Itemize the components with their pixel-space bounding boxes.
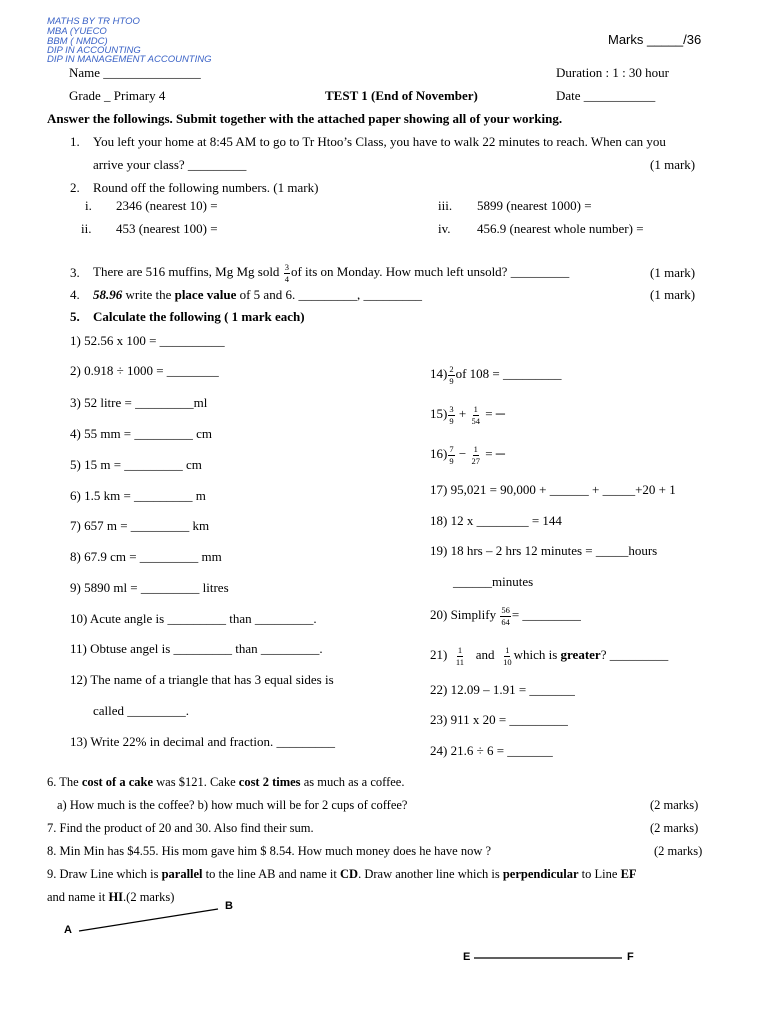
q4-bold: place value — [174, 287, 237, 302]
calc-16-op: − — [458, 446, 467, 461]
calc-16-f2-den: 27 — [471, 455, 480, 466]
q9-l2b: .(2 marks) — [123, 890, 175, 904]
calc-item-12: 12) The name of a triangle that has 3 equal sides is — [70, 672, 334, 687]
q9-t3: . Draw another line which is — [358, 867, 503, 881]
q2-text: Round off the following numbers. (1 mark) — [93, 180, 319, 195]
calc-16-f1-num: 7 — [449, 444, 454, 455]
calc-21-f1-num: 1 — [457, 645, 463, 656]
calc-21-and: and — [475, 647, 495, 662]
calc-15-f1-num: 3 — [449, 404, 454, 415]
calc-16-f2-num: 1 — [473, 444, 478, 455]
q4-text-2: of 5 and 6. _________, _________ — [236, 287, 422, 302]
calc-20-label: 20) Simplify — [430, 607, 497, 622]
calc-14-label: 14) — [430, 366, 448, 381]
calc-20-post: = _________ — [511, 607, 581, 622]
date-field: Date ___________ — [556, 88, 656, 103]
q6-b1: cost of a cake — [81, 775, 154, 789]
q8-mark: (2 marks) — [654, 844, 703, 858]
calc-item-1: 1) 52.56 x 100 = __________ — [70, 333, 225, 348]
q2-item-iv-num: iv. — [438, 221, 451, 236]
calc-21-f1-den: 11 — [455, 656, 465, 667]
calc-item-5: 5) 15 m = _________ cm — [70, 457, 202, 472]
q3-frac-num: 3 — [284, 262, 289, 273]
instruction: Answer the followings. Submit together with the attached paper showing all of your working. — [47, 111, 563, 126]
calc-item-18: 18) 12 x ________ = 144 — [430, 513, 562, 528]
q1-text-line2: arrive your class? _________ — [93, 157, 247, 172]
q5-text: Calculate the following ( 1 mark each) — [93, 309, 305, 324]
point-e-label: E — [463, 951, 471, 963]
point-b-label: B — [225, 900, 233, 912]
calc-item-13: 13) Write 22% in decimal and fraction. _________ — [70, 734, 335, 749]
calc-item-22: 22) 12.09 – 1.91 = _______ — [430, 682, 575, 697]
q4-value: 58.96 — [93, 287, 123, 302]
grade-field: Grade _ Primary 4 — [69, 88, 166, 103]
calc-item-10: 10) Acute angle is _________ than _________. — [70, 611, 317, 626]
duration: Duration : 1 : 30 hour — [556, 65, 670, 80]
calc-item-19: 19) 18 hrs – 2 hrs 12 minutes = _____hours — [430, 543, 658, 558]
calc-item-19-cont: ______minutes — [453, 574, 534, 589]
calc-16-post: = ─ — [485, 446, 505, 461]
calc-21-label: 21) — [430, 647, 448, 662]
calc-15-f2-num: 1 — [473, 404, 478, 415]
q3-mark: (1 mark) — [650, 265, 696, 280]
calc-16-label: 16) — [430, 446, 448, 461]
q2-item-ii: 453 (nearest 100) = — [116, 221, 218, 236]
q2-item-iii-num: iii. — [438, 198, 453, 213]
q6-mark: (2 marks) — [650, 798, 699, 812]
q3-text-pre: There are 516 muffins, Mg Mg sold — [93, 264, 280, 279]
author-line-4: DIP IN ACCOUNTING — [47, 45, 141, 56]
q9-b2: CD — [340, 867, 359, 881]
calc-item-11: 11) Obtuse angel is _________ than _________. — [70, 641, 323, 656]
calc-item-24: 24) 21.6 ÷ 6 = _______ — [430, 743, 553, 758]
q2-item-iii: 5899 (nearest 1000) = — [477, 198, 592, 213]
q4-text-1: write the — [122, 287, 175, 302]
calc-16-f1-den: 9 — [449, 455, 454, 466]
q2-item-i: 2346 (nearest 10) = — [116, 198, 218, 213]
q4-mark: (1 mark) — [650, 287, 696, 302]
q9-t1: 9. Draw Line which is — [47, 867, 162, 881]
point-a-label: A — [64, 924, 72, 936]
q6-t3: as much as a coffee. — [300, 775, 405, 789]
q1-text-line1: You left your home at 8:45 AM to go to Tr Htoo’s Class, you have to walk 22 minutes to reach. When can you — [93, 134, 666, 149]
marks-field: Marks _____/36 — [608, 32, 702, 47]
q3-frac-den: 4 — [284, 273, 289, 284]
author-line-5: DIP IN MANAGEMENT ACCOUNTING — [47, 54, 212, 65]
q6-t1: 6. The — [47, 775, 82, 789]
q6-sub: a) How much is the coffee? b) how much will be for 2 cups of coffee? — [57, 798, 408, 812]
q2-item-i-num: i. — [85, 198, 92, 213]
author-line-1: MATHS BY TR HTOO — [47, 16, 140, 27]
q9-t4: to Line — [578, 867, 621, 881]
calc-15-op: + — [458, 406, 467, 421]
calc-21-post: ? _________ — [600, 647, 669, 662]
q9-l2a: and name it — [47, 890, 109, 904]
calc-item-12-cont: called _________. — [93, 703, 190, 718]
q9-b3: perpendicular — [502, 867, 579, 881]
calc-item-9: 9) 5890 ml = _________ litres — [70, 580, 229, 595]
calc-item-2: 2) 0.918 ÷ 1000 = ________ — [70, 363, 219, 378]
q7-mark: (2 marks) — [650, 821, 699, 835]
calc-20-num: 56 — [501, 605, 510, 616]
q3-text-post: of its on Monday. How much left unsold? _________ — [290, 264, 570, 279]
q7-text: 7. Find the product of 20 and 30. Also find their sum. — [47, 821, 314, 835]
calc-item-6: 6) 1.5 km = _________ m — [70, 488, 206, 503]
calc-item-23: 23) 911 x 20 = _________ — [430, 712, 568, 727]
calc-15-f2-den: 54 — [471, 415, 480, 426]
author-line-3: BBM ( NMDC) — [47, 36, 108, 47]
q3-number: 3. — [70, 265, 80, 280]
name-field: Name _______________ — [69, 65, 201, 80]
calc-20-den: 64 — [501, 616, 510, 627]
calc-15-post: = ─ — [485, 406, 505, 421]
q4-number: 4. — [70, 287, 80, 302]
author-line-2: MBA (YUECO — [47, 26, 107, 37]
q9-t2: to the line AB and name it — [202, 867, 341, 881]
calc-21-f2-den: 10 — [503, 656, 512, 667]
calc-item-4: 4) 55 mm = _________ cm — [70, 426, 213, 441]
calc-item-7: 7) 657 m = _________ km — [70, 518, 210, 533]
q1-mark: (1 mark) — [650, 157, 696, 172]
q6-b2: cost 2 times — [238, 775, 301, 789]
q9-b1: parallel — [161, 867, 203, 881]
calc-item-3: 3) 52 litre = _________ml — [70, 395, 208, 410]
point-f-label: F — [627, 951, 634, 963]
q1-number: 1. — [70, 134, 80, 149]
calc-15-label: 15) — [430, 406, 448, 421]
calc-item-8: 8) 67.9 cm = _________ mm — [70, 549, 222, 564]
calc-14-den: 9 — [449, 375, 454, 386]
calc-15-f1-den: 9 — [449, 415, 454, 426]
q9-b4: EF — [620, 867, 637, 881]
q5-number: 5. — [70, 309, 80, 324]
q2-item-iv: 456.9 (nearest whole number) = — [477, 221, 644, 236]
calc-14-num: 2 — [449, 364, 454, 375]
calc-item-17: 17) 95,021 = 90,000 + ______ + _____+20 + 1 — [430, 482, 676, 497]
q9-b5: HI — [108, 890, 124, 904]
line-ab — [79, 909, 218, 931]
q8-text: 8. Min Min has $4.55. His mom gave him $ 8.54. How much money does he have now ? — [47, 844, 492, 858]
q6-t2: was $121. Cake — [153, 775, 239, 789]
calc-21-text: which is — [513, 647, 561, 662]
q2-item-ii-num: ii. — [81, 221, 92, 236]
calc-14-post: of 108 = _________ — [455, 366, 562, 381]
q2-number: 2. — [70, 180, 80, 195]
calc-21-f2-num: 1 — [505, 645, 510, 656]
test-title: TEST 1 (End of November) — [325, 88, 478, 103]
calc-21-bold: greater — [560, 647, 601, 662]
